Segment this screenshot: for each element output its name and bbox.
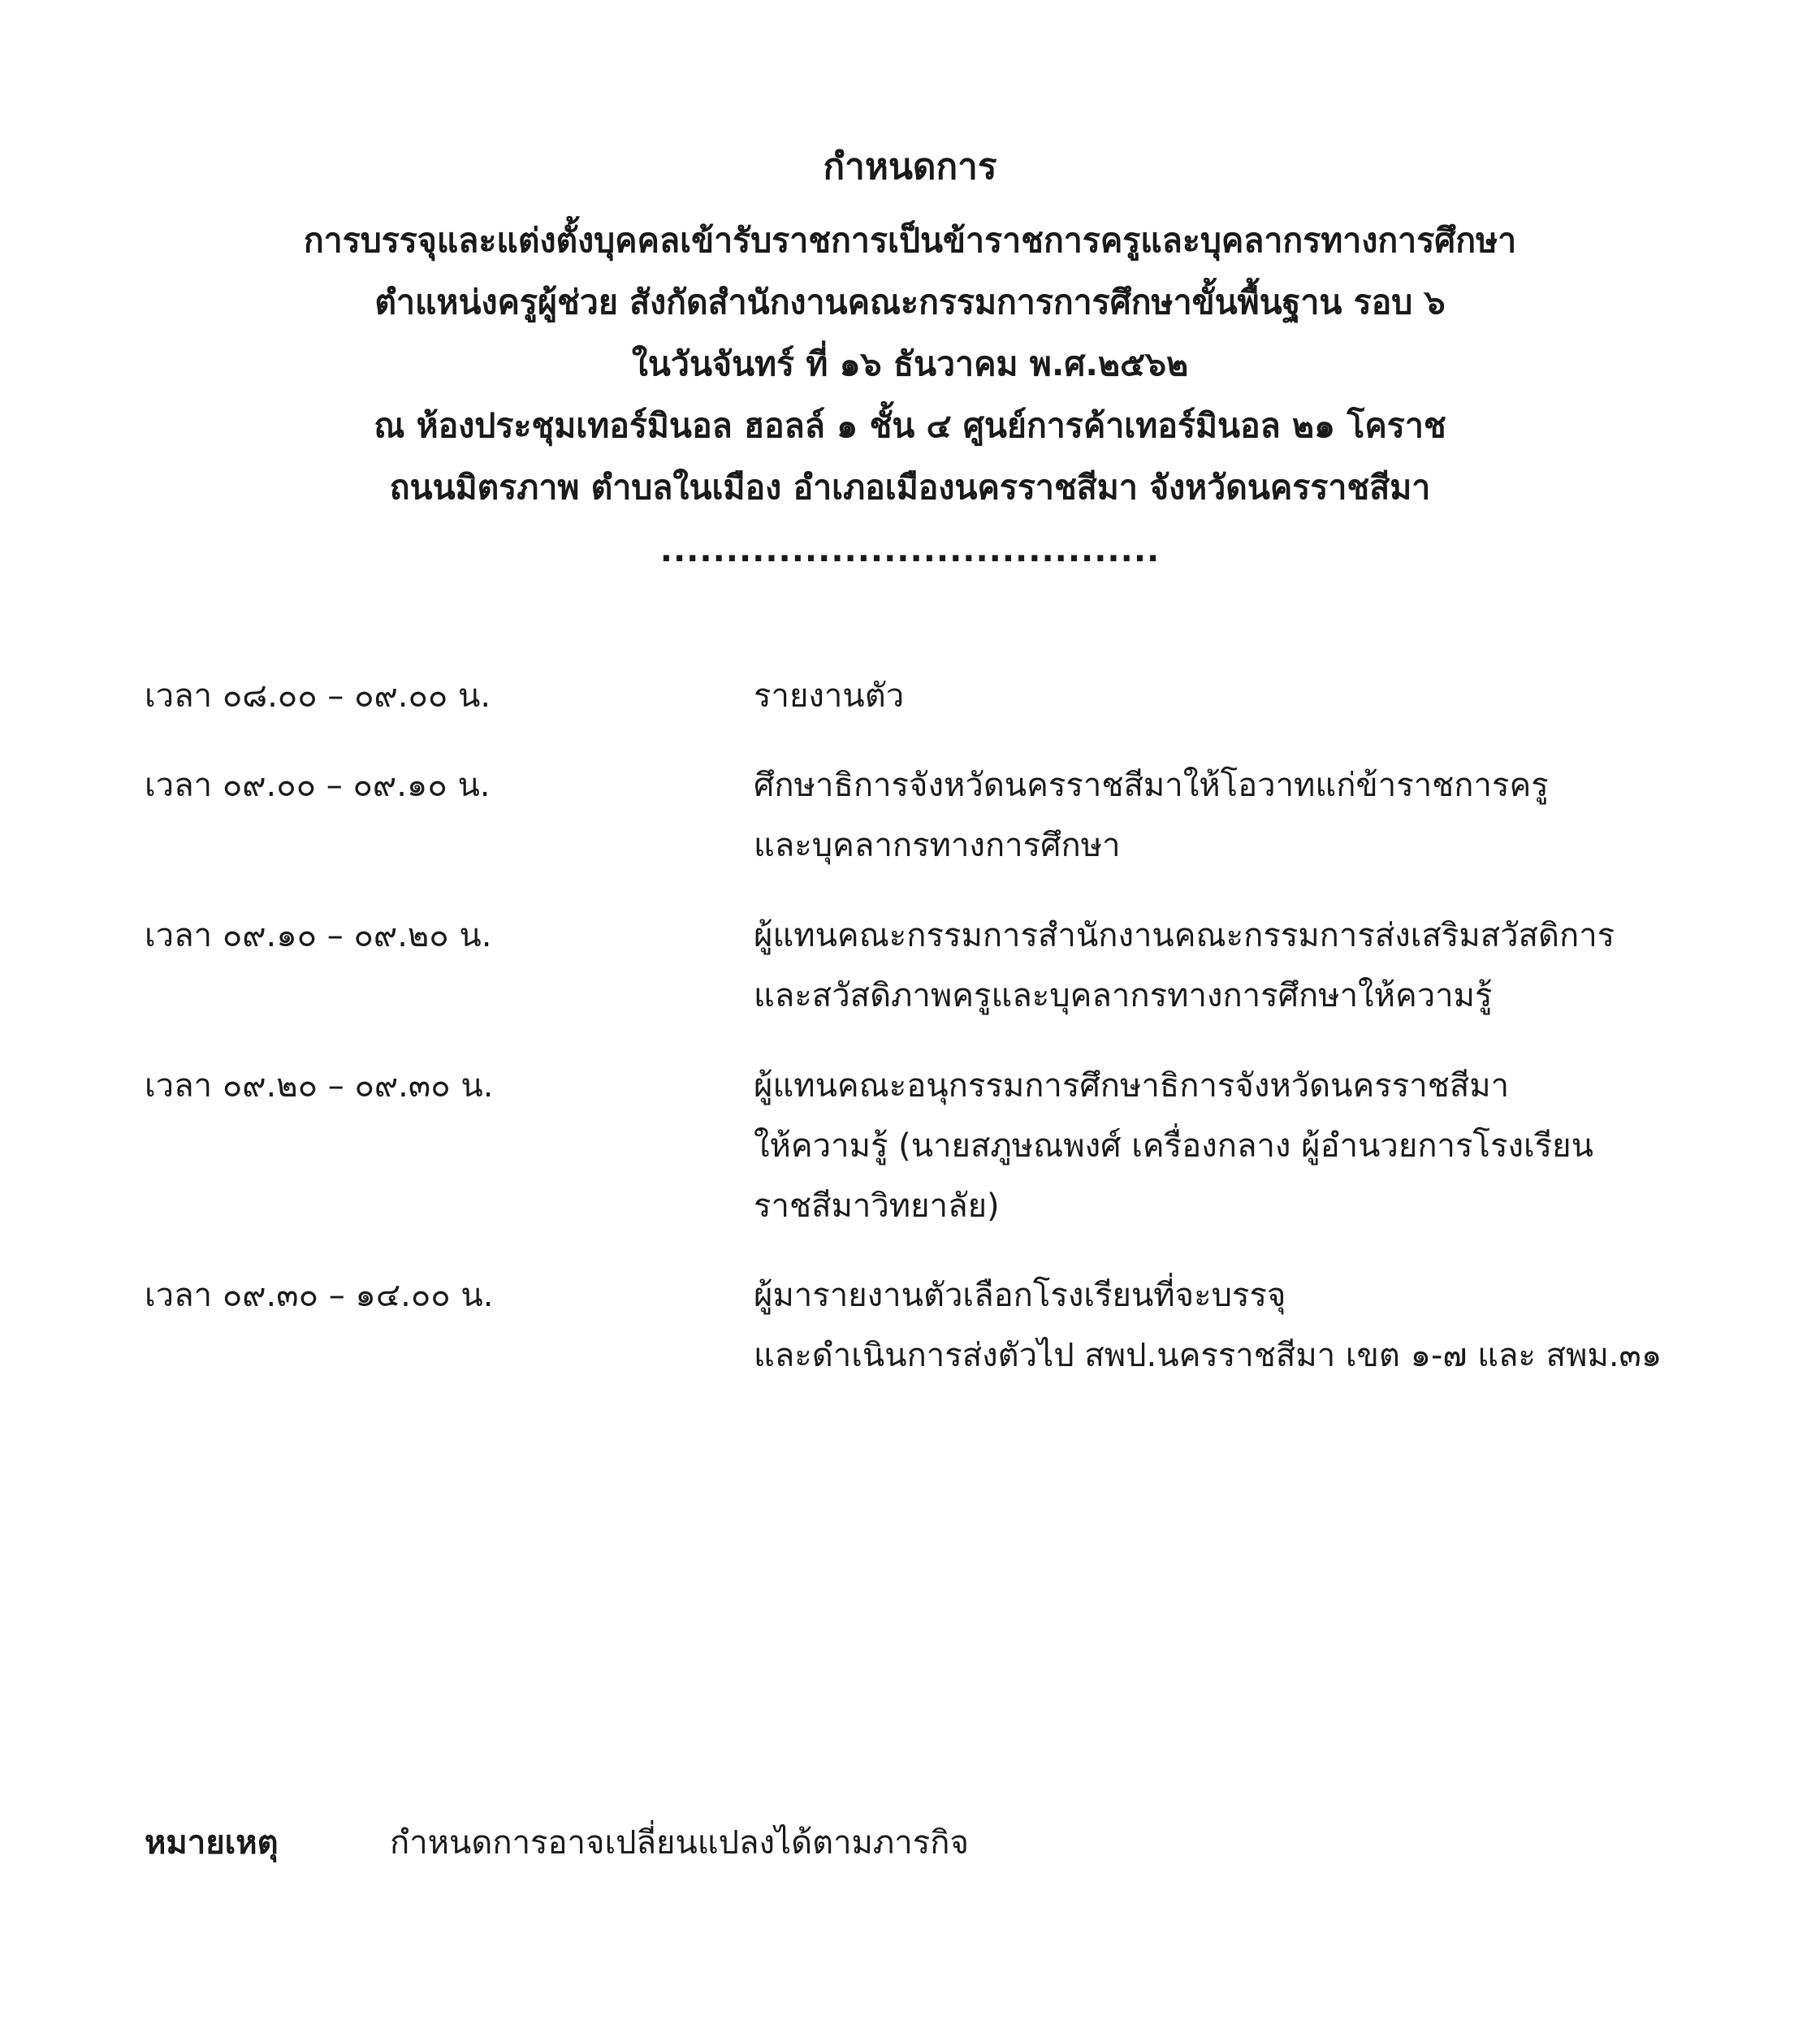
schedule-description-line: ศึกษาธิการจังหวัดนครราชสีมาให้โอวาทแก่ข้าราชการครู xyxy=(754,767,1549,804)
schedule-description xyxy=(754,1056,1688,1236)
document-title: กำหนดการ xyxy=(823,146,997,188)
header-line-address: ถนนมิตรภาพ ตำบลในเมือง อำเภอเมืองนครราชสีมา จังหวัดนครราชสีมา xyxy=(389,468,1431,507)
document-header xyxy=(0,136,1820,567)
header-line-date: ในวันจันทร์ ที่ ๑๖ ธันวาคม พ.ศ.๒๕๖๒ xyxy=(631,344,1189,383)
schedule-description-line: ผู้มารายงานตัวเลือกโรงเรียนที่จะบรรจุ xyxy=(754,1277,1286,1314)
schedule-description-line: และดำเนินการส่งตัวไป สพป.นครราชสีมา เขต ๑-๗ และ สพม.๓๑ xyxy=(754,1337,1662,1374)
remark-label: หมายเหตุ xyxy=(145,1824,279,1862)
header-line-position: ตำแหน่งครูผู้ช่วย สังกัดสำนักงานคณะกรรมการการศึกษาขั้นพื้นฐาน รอบ ๖ xyxy=(374,283,1446,322)
header-line-subject: การบรรจุและแต่งตั้งบุคคลเข้ารับราชการเป็นข้าราชการครูและบุคลากรทางการศึกษา xyxy=(303,221,1517,260)
schedule-time: เวลา ๐๘.๐๐ – ๐๙.๐๐ น. xyxy=(145,677,491,715)
schedule-description-line: และบุคลากรทางการศึกษา xyxy=(754,827,1121,864)
header-line-venue: ณ ห้องประชุมเทอร์มินอล ฮอลล์ ๑ ชั้น ๔ ศูนย์การค้าเทอร์มินอล ๒๑ โคราช xyxy=(374,406,1446,445)
schedule-description-line: ผู้แทนคณะอนุกรรมการศึกษาธิการจังหวัดนครราชสีมา xyxy=(754,1067,1510,1105)
header-divider: ...................................... xyxy=(659,532,1161,569)
schedule-description xyxy=(754,666,1688,726)
schedule-description-line: ให้ความรู้ (นายสภูษณพงศ์ เครื่องกลาง ผู้อำนวยการโรงเรียน xyxy=(754,1127,1593,1165)
schedule-time: เวลา ๐๙.๓๐ – ๑๔.๐๐ น. xyxy=(145,1277,494,1314)
schedule-time: เวลา ๐๙.๐๐ – ๐๙.๑๐ น. xyxy=(145,767,491,804)
schedule-description xyxy=(754,1265,1688,1386)
remark-text: กำหนดการอาจเปลี่ยนแปลงได้ตามภารกิจ xyxy=(390,1824,969,1862)
schedule-description-line: ราชสีมาวิทยาลัย) xyxy=(754,1187,1000,1225)
schedule-time: เวลา ๐๙.๒๐ – ๐๙.๓๐ น. xyxy=(145,1067,494,1105)
schedule-time: เวลา ๐๙.๑๐ – ๐๙.๒๐ น. xyxy=(145,917,492,954)
schedule-description xyxy=(754,906,1688,1026)
schedule-description-line: และสวัสดิภาพครูและบุคลากรทางการศึกษาให้ความรู้ xyxy=(754,977,1493,1014)
schedule-description-line: ผู้แทนคณะกรรมการสำนักงานคณะกรรมการส่งเสริมสวัสดิการ xyxy=(754,917,1615,954)
schedule-description-line: รายงานตัว xyxy=(754,677,905,715)
schedule-description xyxy=(754,755,1688,876)
